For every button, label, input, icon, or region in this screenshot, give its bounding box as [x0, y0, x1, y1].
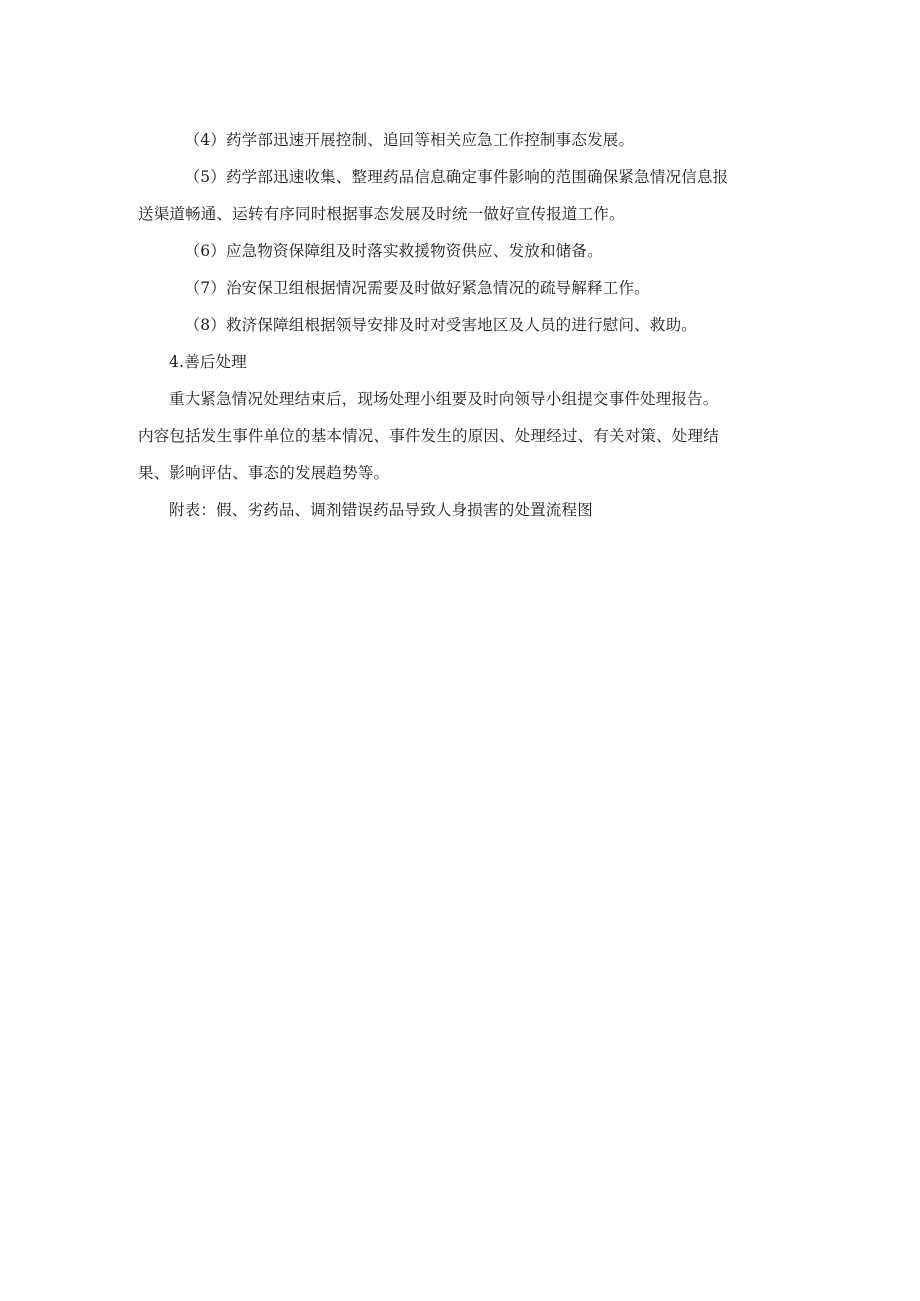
item-6: （6）应急物资保障组及时落实救援物资供应、发放和储备。: [184, 242, 603, 260]
item-5: [138, 159, 778, 233]
item-4: （4）药学部迅速开展控制、追回等相关应急工作控制事态发展。: [184, 131, 635, 149]
aftermath-line-3: 果、影响评估、事态的发展趋势等。: [138, 464, 390, 482]
item-5-line-2: 送渠道畅通、运转有序同时根据事态发展及时统一做好宣传报道工作。: [138, 205, 625, 223]
aftermath-paragraph: [138, 381, 778, 492]
item-5-line-1: （5）药学部迅速收集、整理药品信息确定事件影响的范围确保紧急情况信息报: [184, 168, 729, 186]
item-7: （7）治安保卫组根据情况需要及时做好紧急情况的疏导解释工作。: [184, 279, 650, 297]
appendix-line: 附表：假、劣药品、调剂错误药品导致人身损害的处置流程图: [169, 501, 593, 519]
item-8: （8）救济保障组根据领导安排及时对受害地区及人员的进行慰问、救助。: [184, 316, 697, 334]
aftermath-line-1: 重大紧急情况处理结束后，现场处理小组要及时向领导小组提交事件处理报告。: [169, 390, 719, 408]
document-body: [138, 122, 778, 529]
section-heading-aftermath: 4.善后处理: [169, 353, 247, 371]
aftermath-line-2: 内容包括发生事件单位的基本情况、事件发生的原因、处理经过、有关对策、处理结: [138, 427, 719, 445]
